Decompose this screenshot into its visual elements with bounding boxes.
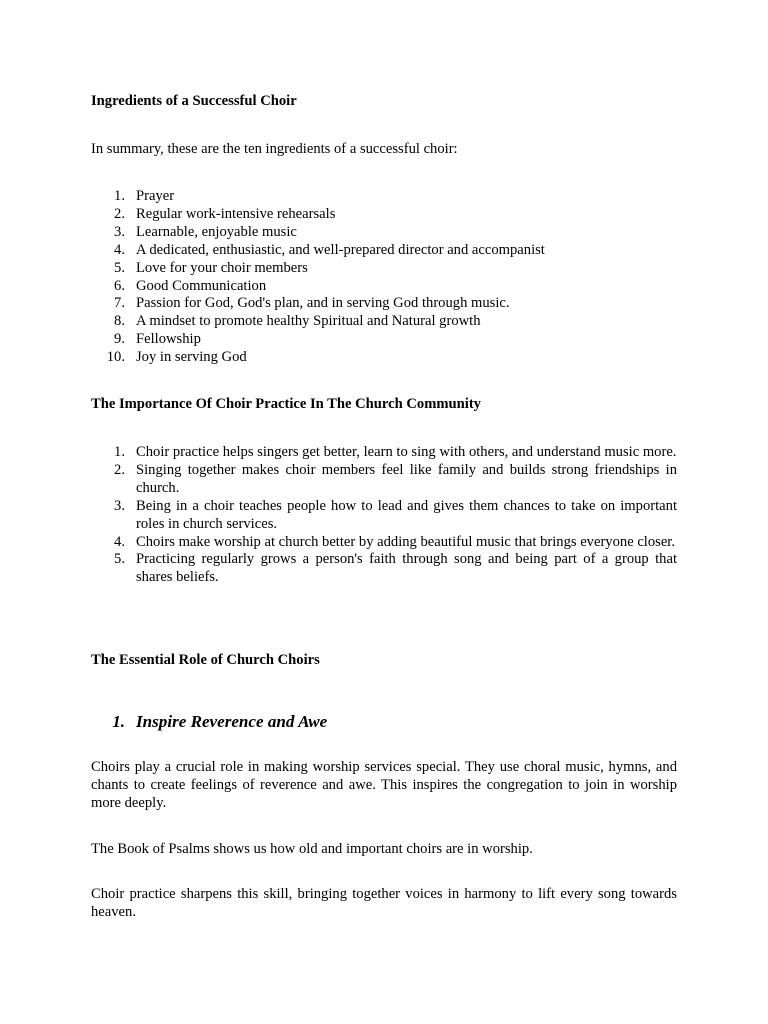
list-item-text: Passion for God, God's plan, and in serving God through music.	[136, 295, 510, 312]
list-item-text: A mindset to promote healthy Spiritual and Natural growth	[136, 313, 481, 330]
list-item-text: Being in a choir teaches people how to lead and gives them chances to take on important roles in church services.	[136, 497, 677, 532]
subheading-number: 1.	[112, 712, 125, 731]
list-number: 8.	[114, 313, 125, 330]
list-item-text: Fellowship	[136, 331, 201, 348]
list-item-text: Prayer	[136, 188, 175, 204]
list-number: 5.	[114, 551, 125, 568]
list-item	[91, 551, 677, 587]
body-paragraph: The Book of Psalms shows us how old and important choirs are in worship.	[91, 841, 533, 857]
list-item	[91, 206, 677, 224]
list-number: 2.	[114, 461, 125, 478]
section-heading-importance: The Importance Of Choir Practice In The Church Community	[91, 396, 481, 412]
list-item-text: Choir practice helps singers get better, learn to sing with others, and understand music more.	[136, 444, 677, 460]
list-item	[91, 444, 677, 462]
list-item-text: Regular work-intensive rehearsals	[136, 205, 336, 222]
list-item	[91, 349, 677, 367]
list-item	[91, 260, 677, 278]
ingredients-list	[91, 188, 677, 367]
list-item-text: Practicing regularly grows a person's faith through song and being part of a group that shares beliefs.	[136, 551, 677, 586]
list-item	[91, 331, 677, 349]
list-number: 4.	[114, 533, 125, 550]
list-number: 7.	[114, 295, 125, 312]
list-number: 9.	[114, 331, 125, 348]
list-item-text: Love for your choir members	[136, 259, 308, 276]
subheading-inspire-reverence	[91, 713, 327, 731]
list-number: 2.	[114, 205, 125, 222]
list-item	[91, 462, 677, 498]
section-heading-ingredients: Ingredients of a Successful Choir	[91, 93, 297, 109]
list-item	[91, 534, 677, 552]
list-item	[91, 224, 677, 242]
list-item	[91, 278, 677, 296]
list-item-text: A dedicated, enthusiastic, and well-prepared director and accompanist	[136, 241, 545, 258]
list-number: 10.	[106, 349, 125, 366]
list-item-text: Joy in serving God	[136, 349, 247, 366]
subheading-text: Inspire Reverence and Awe	[136, 712, 328, 731]
list-number: 5.	[114, 259, 125, 276]
list-item	[91, 188, 677, 206]
list-item	[91, 242, 677, 260]
list-item-text: Learnable, enjoyable music	[136, 223, 297, 240]
body-paragraph: Choir practice sharpens this skill, bringing together voices in harmony to lift every song towards heaven.	[91, 886, 677, 920]
list-number: 6.	[114, 277, 125, 294]
list-number: 1.	[114, 444, 125, 460]
section-heading-essential-role: The Essential Role of Church Choirs	[91, 652, 320, 668]
list-item	[91, 295, 677, 313]
importance-list	[91, 444, 677, 587]
list-number: 3.	[114, 223, 125, 240]
list-item-text: Choirs make worship at church better by adding beautiful music that brings everyone closer.	[136, 533, 676, 550]
list-item-text: Good Communication	[136, 277, 267, 294]
list-item-text: Singing together makes choir members feel like family and builds strong friendships in church.	[136, 461, 677, 496]
intro-paragraph: In summary, these are the ten ingredients of a successful choir:	[91, 141, 458, 157]
list-item	[91, 313, 677, 331]
list-number: 3.	[114, 497, 125, 514]
list-item	[91, 498, 677, 534]
list-number: 1.	[114, 188, 125, 204]
list-number: 4.	[114, 241, 125, 258]
body-paragraph: Choirs play a crucial role in making worship services special. They use choral music, hymns, and chants to create feelings of reverence and awe. This inspires the congregation to join in worship more deeply.	[91, 759, 677, 811]
